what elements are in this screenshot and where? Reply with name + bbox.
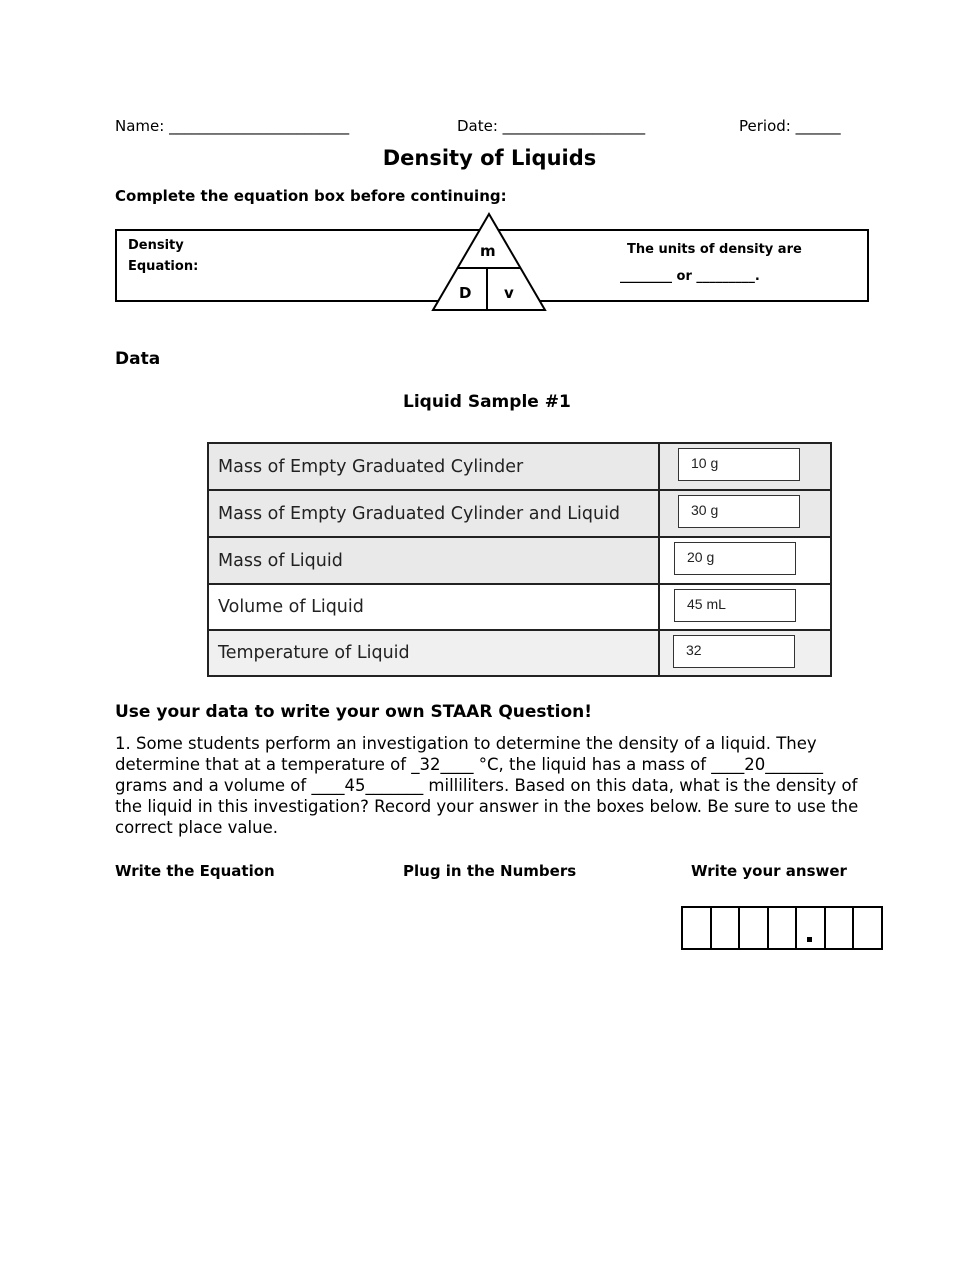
answer-cell[interactable] (740, 908, 769, 948)
column-equation: Write the Equation (115, 862, 275, 880)
table-row (208, 584, 831, 630)
table-row (208, 443, 831, 490)
answer-cell[interactable] (769, 908, 798, 948)
table-row (208, 630, 831, 676)
triangle-mass: m (480, 242, 496, 260)
row-label: Mass of Empty Graduated Cylinder (208, 443, 659, 490)
instruction: Complete the equation box before continuing: (115, 187, 507, 205)
value-field[interactable]: 10 g (678, 448, 800, 481)
data-heading: Data (115, 349, 161, 369)
density-triangle-icon (430, 212, 548, 312)
equation-label-2: Equation: (128, 259, 199, 274)
answer-cell-decimal[interactable] (797, 908, 826, 948)
value-field[interactable]: 32 (673, 635, 795, 668)
table-row (208, 490, 831, 537)
units-text: The units of density are (627, 242, 802, 257)
question-text: 1. Some students perform an investigation to determine the density of a liquid. They determine that at a temperature of _32____ °C, the liquid has a mass of ____20_______ grams and a volume of ____45_______ milliliters. Based on this data, what is the density of the liquid in this investigation? Record your answer in the boxes below. Be sure to use the correct place value. (115, 734, 859, 837)
name-field[interactable]: Name: ________________________ (115, 117, 350, 135)
answer-cell[interactable] (854, 908, 881, 948)
column-plug: Plug in the Numbers (403, 862, 577, 880)
row-label: Mass of Empty Graduated Cylinder and Liquid (208, 490, 659, 537)
triangle-volume: v (504, 284, 514, 302)
value-field[interactable]: 20 g (674, 542, 796, 575)
value-field[interactable]: 30 g (678, 495, 800, 528)
date-field[interactable]: Date: ___________________ (457, 117, 646, 135)
row-label: Mass of Liquid (208, 537, 659, 584)
answer-cell[interactable] (712, 908, 741, 948)
page-title: Density of Liquids (382, 146, 597, 170)
decimal-point-icon (807, 937, 812, 942)
data-table (207, 442, 832, 677)
answer-cell[interactable] (683, 908, 712, 948)
answer-cell[interactable] (826, 908, 855, 948)
row-label: Volume of Liquid (208, 584, 659, 630)
answer-grid[interactable] (681, 906, 883, 950)
row-label: Temperature of Liquid (208, 630, 659, 676)
table-row (208, 537, 831, 584)
sample-title: Liquid Sample #1 (403, 392, 571, 412)
equation-label-1: Density (128, 238, 184, 253)
triangle-density: D (459, 284, 472, 302)
staar-heading: Use your data to write your own STAAR Question! (115, 702, 593, 722)
column-answer: Write your answer (691, 862, 847, 880)
period-field[interactable]: Period: ______ (739, 117, 841, 135)
units-blanks[interactable]: ________ or _________. (620, 269, 760, 284)
value-field[interactable]: 45 mL (674, 589, 796, 622)
